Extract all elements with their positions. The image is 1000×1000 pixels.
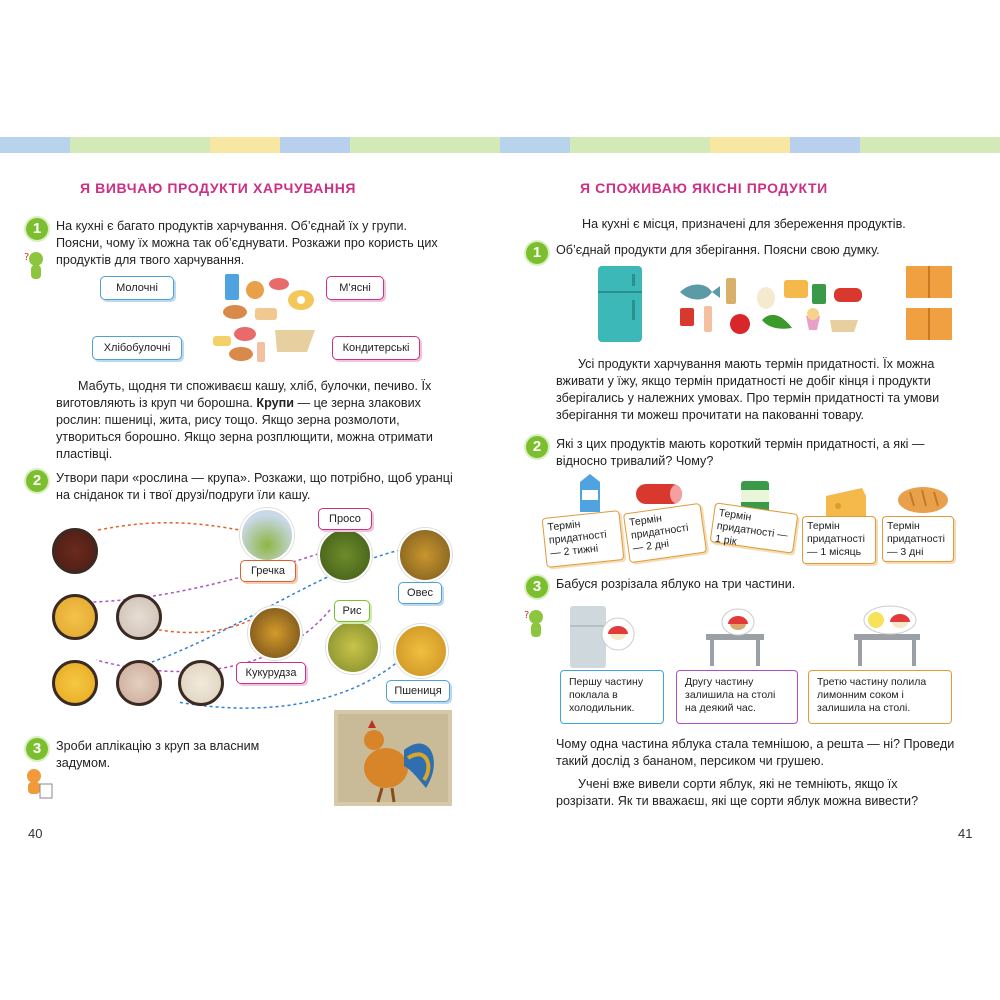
right-intro: На кухні є місця, призначені для збереження продуктів. — [582, 217, 906, 231]
sausage-icon — [634, 480, 686, 508]
bowl-rice — [178, 660, 224, 706]
shelf-life-card-canned: Термін придатності — 1 рік — [710, 502, 799, 553]
milk-carton-icon — [576, 472, 606, 514]
right-closing: Учені вже вивели сорти яблук, які не темніють, якщо їх розрізати. Як ти вважаєш, які ще сорти яблук можна вивести? — [556, 777, 919, 808]
plant-buckwheat — [240, 508, 294, 562]
shelf-life-card-bread: Термін придатності — 3 дні — [882, 516, 954, 562]
plant-millet — [318, 528, 372, 582]
bowl-buckwheat — [52, 528, 98, 574]
right-task-1-text: Об’єднай продукти для зберігання. Поясни свою думку. — [556, 243, 880, 257]
shelf-life-card-milk: Термін придатності — 2 тижні — [542, 510, 625, 568]
left-paragraph — [56, 378, 456, 463]
plant-corn — [248, 606, 302, 660]
food-products-illustration — [205, 268, 320, 368]
right-page-title: Я СПОЖИВАЮ ЯКІСНІ ПРОДУКТИ — [580, 180, 828, 196]
right-task-1-badge: 1 — [526, 242, 548, 264]
task-2-badge: 2 — [26, 470, 48, 492]
right-task-3-text: Бабуся розрізала яблуко на три частини. — [556, 577, 796, 591]
page-number-right: 41 — [958, 826, 973, 841]
task-3-text: Зроби аплікацію з круп за власним задумом. — [56, 739, 260, 770]
label-meat: М’ясні — [326, 276, 384, 300]
svg-text:?: ? — [524, 610, 530, 621]
bowl-millet — [52, 594, 98, 640]
label-proso: Просо — [318, 508, 372, 530]
apple-card-fridge: Першу частину поклала в холодильник. — [560, 670, 664, 724]
character-question-icon — [524, 608, 550, 644]
right-task-3-badge: 3 — [526, 576, 548, 598]
left-paragraph-bold: Крупи — [256, 396, 294, 410]
table-with-apple-illustration — [700, 608, 770, 668]
task-2-text: Утвори пари «рослина — крупа». Розкажи, що потрібно, щоб уранці на сніданок ти і твої друзі/подруги їли кашу. — [56, 471, 453, 502]
label-confectionery: Кондитерські — [332, 336, 420, 360]
task-3-badge: 3 — [26, 738, 48, 760]
left-paragraph-before: Мабуть, щодня ти споживаєш кашу, хліб, булочки, печиво. Їх виготовляють із круп чи борошна. — [56, 379, 432, 410]
bread-loaf-icon — [896, 484, 950, 514]
plant-wheat — [394, 624, 448, 678]
cupboard-icon — [904, 264, 954, 344]
right-task-2-text: Які з цих продуктів мають короткий термін придатності, а які — відносно тривалий? Чому? — [556, 437, 925, 468]
label-pshenytsia: Пшениця — [386, 680, 450, 702]
right-task-2-badge: 2 — [526, 436, 548, 458]
right-paragraph-1: Усі продукти харчування мають термін придатності. Їх можна вживати у їжу, якщо термін придатності не добіг кінця і продукти зберігались у належних умовах. Про термін придатності та умови зберігання ти можеш прочитати на пакованні товару. — [556, 357, 940, 422]
bowl-oats — [116, 660, 162, 706]
fridge-icon — [596, 264, 646, 344]
label-kukurudza: Кукурудза — [236, 662, 306, 684]
fridge-with-apple-illustration — [566, 604, 636, 668]
apple-card-lemon: Третю частину полила лимонним соком і залишила на столі. — [808, 670, 952, 724]
cheese-icon — [824, 484, 868, 518]
task-1-badge: 1 — [26, 218, 48, 240]
shelf-life-card-cheese: Термін придатності — 1 місяць — [802, 516, 876, 564]
label-dairy: Молочні — [100, 276, 174, 300]
svg-text:?: ? — [24, 252, 30, 263]
grain-applique-image — [334, 710, 452, 806]
bowl-corn-grits — [52, 660, 98, 706]
task-1-text: На кухні є багато продуктів харчування. Об’єднай їх у групи. Поясни, чому їх можна так об’єднувати. Розкажи про користь цих продуктів для твого харчування. — [56, 219, 438, 267]
left-page-title: Я ВИВЧАЮ ПРОДУКТИ ХАРЧУВАННЯ — [80, 180, 357, 196]
character-craft-icon — [20, 768, 54, 800]
page-number-left: 40 — [28, 826, 43, 841]
plant-oats — [398, 528, 452, 582]
plant-rice — [326, 620, 380, 674]
label-rys: Рис — [334, 600, 370, 622]
label-oves: Овес — [398, 582, 442, 604]
right-question: Чому одна частина яблука стала темнішою, а решта — ні? Проведи такий дослід з бананом, персиком чи грушею. — [556, 737, 955, 768]
left-paragraph-after: — це зерна злакових рослин: пшениці, жита, рису тощо. Якщо зерна розмолоти, утвориться борошно. Якщо зерна розплющити, можна отримати пластівці. — [56, 396, 433, 461]
table-with-apple-lemon-illustration — [848, 602, 928, 668]
shelf-life-card-sausage: Термін придатності — 2 дні — [623, 503, 707, 563]
bowl-barley — [116, 594, 162, 640]
character-icon — [24, 250, 50, 286]
label-bakery: Хлібобулочні — [92, 336, 182, 360]
apple-card-table: Другу частину залишила на столі на деякий час. — [676, 670, 798, 724]
label-grechka: Гречка — [240, 560, 296, 582]
storage-products-illustration — [674, 268, 874, 340]
